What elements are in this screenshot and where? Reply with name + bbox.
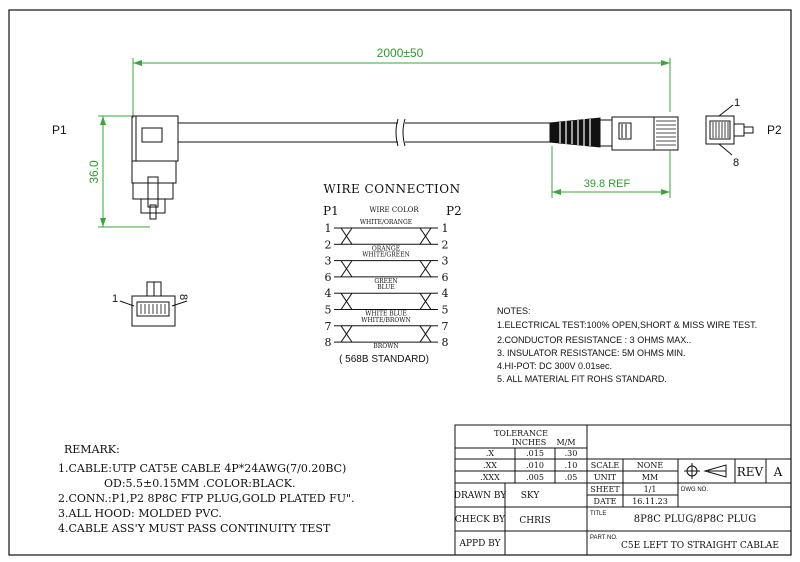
tol-row-mm: .10 bbox=[564, 461, 578, 470]
note-line: 4.HI-POT: DC 300V 0.01sec. bbox=[497, 361, 613, 371]
wire-p2-label: P2 bbox=[446, 204, 462, 218]
wire-left-pin: 5 bbox=[324, 303, 332, 317]
wire-left-pin: 4 bbox=[324, 287, 332, 301]
rev-value: A bbox=[773, 465, 783, 479]
wire-right-pin: 7 bbox=[441, 319, 449, 333]
notes-title: NOTES: bbox=[497, 306, 531, 316]
check-value: CHRIS bbox=[519, 516, 551, 526]
wire-left-pin: 6 bbox=[324, 270, 332, 284]
tol-row-inch: .010 bbox=[526, 461, 544, 470]
wire-right-pin: 4 bbox=[441, 287, 449, 301]
length-dimension-text: 2000±50 bbox=[376, 46, 424, 60]
wire-color-label: WHITE BLUE bbox=[365, 310, 407, 318]
dwg-label: DWG NO. bbox=[681, 487, 708, 493]
remark-line: 1.CABLE:UTP CAT5E CABLE 4P*24AWG(7/0.20BC) bbox=[58, 462, 347, 475]
left-angle-plug bbox=[132, 116, 178, 219]
wire-right-pin: 3 bbox=[441, 254, 449, 268]
plug-end-view bbox=[706, 105, 753, 155]
tol-row-inch: .015 bbox=[526, 449, 544, 458]
remark-line: 3.ALL HOOD: MOLDED PVC. bbox=[58, 507, 222, 520]
date-value: 16.11.23 bbox=[632, 497, 668, 506]
wire-standard: ( 568B STANDARD) bbox=[339, 354, 429, 365]
title-block-text bbox=[454, 429, 783, 551]
height-dimension-text: 36.0 bbox=[87, 160, 101, 184]
notes bbox=[497, 306, 757, 384]
unit-label: UNIT bbox=[593, 473, 617, 482]
wire-right-pin: 2 bbox=[441, 238, 449, 252]
wire-left-pin: 1 bbox=[324, 222, 332, 235]
wire-color-label: BROWN bbox=[373, 343, 399, 351]
remark-line: 2.CONN.:P1,P2 8P8C FTP PLUG,GOLD PLATED FU". bbox=[58, 492, 355, 505]
drawn-label: DRAWN BY bbox=[453, 491, 507, 501]
rev-label: REV bbox=[736, 465, 764, 479]
wire-color-label: WHITE/ORANGE bbox=[359, 219, 413, 226]
ref-dimension-text: 39.8 REF bbox=[583, 178, 631, 190]
tol-row-label: .XX bbox=[483, 461, 497, 470]
wire-left-pin: 3 bbox=[324, 254, 332, 268]
wire-color-label: WHITE/BROWN bbox=[361, 316, 411, 324]
wire-p1-label: P1 bbox=[323, 204, 339, 218]
tol-row-mm: .05 bbox=[564, 473, 578, 482]
iso-pin1-label: 1 bbox=[112, 293, 119, 305]
length-dimension bbox=[133, 46, 670, 118]
end-view-pin8-label: 8 bbox=[733, 157, 740, 169]
title-value: 8P8C PLUG/8P8C PLUG bbox=[633, 514, 757, 525]
part-value: C5E LEFT TO STRAIGHT CABLAE bbox=[621, 541, 779, 551]
remark-line: OD:5.5±0.15MM .COLOR:BLACK. bbox=[104, 477, 296, 490]
p2-label: P2 bbox=[767, 123, 782, 137]
wire-color-label: GREEN bbox=[374, 277, 398, 285]
sheet-label: SHEET bbox=[590, 485, 620, 494]
inches-header: INCHES bbox=[511, 438, 547, 447]
right-straight-plug bbox=[550, 117, 678, 150]
end-view-pin1-label: 1 bbox=[734, 97, 741, 109]
wire-connection-title: WIRE CONNECTION bbox=[323, 182, 461, 196]
wire-right-pin: 8 bbox=[441, 336, 449, 350]
appd-label: APPD BY bbox=[459, 539, 501, 549]
p1-label: P1 bbox=[52, 123, 67, 137]
mm-header: M/M bbox=[556, 438, 576, 447]
iso-plug bbox=[120, 282, 187, 326]
tol-row-inch: .005 bbox=[526, 473, 544, 482]
remark bbox=[58, 443, 355, 535]
check-label: CHECK BY bbox=[454, 515, 506, 525]
wire-right-pin: 1 bbox=[441, 222, 449, 235]
note-line: 3. INSULATOR RESISTANCE: 5M OHMS MIN. bbox=[497, 348, 686, 358]
wire-rows bbox=[325, 219, 449, 350]
scale-value: NONE bbox=[636, 461, 664, 470]
tolerance-header: TOLERANCE bbox=[494, 429, 548, 438]
tol-row-label: .X bbox=[485, 449, 495, 458]
wire-left-pin: 8 bbox=[324, 336, 332, 350]
title-label: TITLE bbox=[590, 511, 607, 517]
title-block bbox=[455, 425, 791, 555]
note-line: 2.CONDUCTOR RESISTANCE : 3 OHMS MAX.. bbox=[497, 335, 692, 345]
date-label: DATE bbox=[593, 497, 617, 506]
tol-row-mm: .30 bbox=[564, 449, 578, 458]
ref-dimension bbox=[552, 146, 670, 198]
wire-color-label: WHITE/GREEN bbox=[362, 251, 410, 259]
sheet-value: 1/1 bbox=[643, 485, 657, 494]
iso-pin8-label: 8 bbox=[177, 294, 189, 301]
wire-left-pin: 7 bbox=[324, 319, 332, 333]
wire-color-label: BLUE bbox=[377, 284, 395, 292]
part-label: PART NO. bbox=[590, 535, 618, 541]
remark-title: REMARK: bbox=[64, 443, 120, 456]
wire-right-pin: 5 bbox=[441, 303, 449, 317]
cable bbox=[178, 119, 550, 146]
remark-line: 4.CABLE ASS'Y MUST PASS CONTINUITY TEST bbox=[58, 522, 331, 535]
unit-value: MM bbox=[641, 473, 659, 482]
wire-left-pin: 2 bbox=[324, 238, 332, 252]
wire-color-header: WIRE COLOR bbox=[369, 206, 419, 214]
drawn-value: SKY bbox=[520, 491, 540, 501]
wire-color-label: ORANGE bbox=[371, 245, 401, 253]
note-line: 5. ALL MATERIAL FIT ROHS STANDARD. bbox=[497, 374, 667, 384]
scale-label: SCALE bbox=[590, 461, 620, 470]
wire-right-pin: 6 bbox=[441, 270, 449, 284]
note-line: 1.ELECTRICAL TEST:100% OPEN,SHORT & MISS WIRE TEST. bbox=[497, 320, 758, 330]
tol-row-label: .XXX bbox=[480, 473, 500, 482]
